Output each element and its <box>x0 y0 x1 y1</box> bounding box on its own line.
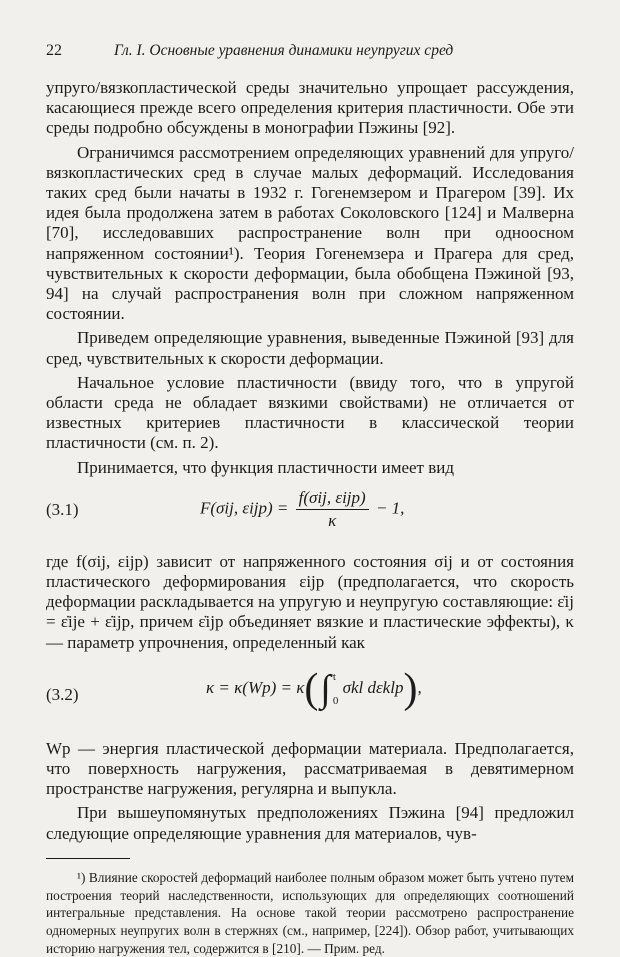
footnote-divider <box>46 858 130 859</box>
paragraph: Приведем определяющие уравнения, выведенные Пэжиной [93] для сред, чувствительных к скорости деформации. <box>46 328 574 368</box>
lower-limit: 0 <box>332 694 339 707</box>
equation-lhs: F(σij, εijp) = <box>200 498 289 518</box>
paragraph: Начальное условие пластичности (ввиду того, что в упругой области среда не обладает вязкими свойствами) не отличается от известных критериев пластичности в классической теории пластичности (см. п. 2). <box>46 372 574 453</box>
equation-number: (3.1) <box>46 499 79 519</box>
page-number: 22 <box>46 42 62 59</box>
paragraph: Принимается, что функция пластичности имеет вид <box>77 457 455 477</box>
equation-3-1 <box>46 486 574 542</box>
footnote: ¹) Влияние скоростей деформаций наиболее полным образом может быть учтено путем построения теорий наследственности, использующих для определяющих соотношений интегральные представления. На основе такой теории рассмотрено распространение одномерных неупругих волн в стержнях (см., например, [224]). Обзор работ, учитывающих историю нагружения тел, содержится в [210]. — Прим. ред. <box>46 869 574 956</box>
fraction <box>296 488 369 531</box>
equation-rhs: , <box>417 677 422 697</box>
integral-limits <box>333 665 339 713</box>
fraction-denominator: κ <box>328 510 337 530</box>
paragraph-continued: упруго/вязкопластической среды значительно упрощает рассуждения, касающиеся прежде всего определения критерия пластичности. Обе эти среды подробно обсуждены в монографии Пэжины [92]. <box>46 78 574 138</box>
equation-3-2 <box>46 659 574 733</box>
page-header <box>46 42 574 64</box>
equation-rhs: − 1, <box>375 498 405 518</box>
upper-limit: t <box>332 670 336 683</box>
paragraph: При вышеупомянутых предположениях Пэжина [94] предложил следующие определяющие уравнения для материалов, чув- <box>46 803 574 843</box>
equation-lhs: κ = κ(Wp) = κ <box>206 677 305 697</box>
right-paren: ) <box>403 665 418 712</box>
page-body <box>46 78 574 957</box>
equation-body <box>206 665 422 713</box>
integrand: σkl dεklp <box>342 677 404 697</box>
paragraph: Wp — энергия пластической деформации материала. Предполагается, что поверхность нагружения, рассматриваемая в девятимерном пространстве нагружения, регулярна и выпукла. <box>46 738 574 799</box>
left-paren: ( <box>304 665 319 712</box>
fraction-numerator: f(σij, εijp) <box>296 488 369 510</box>
paragraph-explanation: где f(σij, εijp) зависит от напряженного состояния σij и от состояния пластического деформирования εijp (предполагается, что скорость деформации раскладывается на упругую и неупругую составляющие: ε̇ij = ε̇ije + ε̇ijp, причем ε̇ijp объединяет вязкие и пластические эффекты), κ — параметр упрочнения, определенный как <box>46 551 574 652</box>
running-title: Гл. I. Основные уравнения динамики неупругих сред <box>114 42 454 59</box>
equation-body <box>200 488 404 531</box>
paragraph: Ограничимся рассмотрением определяющих уравнений для упруго/вязкопластических сред в случае малых деформаций. Исследования таких сред были начаты в 1932 г. Гогенемзером и Прагером [39]. Их идея была продолжена затем в работах Соколовского [124] и Малверна [70], исследовавших распространение волн при одноосном напряженном состоянии¹). Теория Гогенемзера и Прагера для сред, чувствительных к скорости деформации, была обобщена Пэжиной [93, 94] на случай распространения волн при сложном напряженном состоянии. <box>46 142 574 324</box>
equation-number: (3.2) <box>46 684 79 704</box>
integral-sign: ∫ <box>320 667 331 710</box>
